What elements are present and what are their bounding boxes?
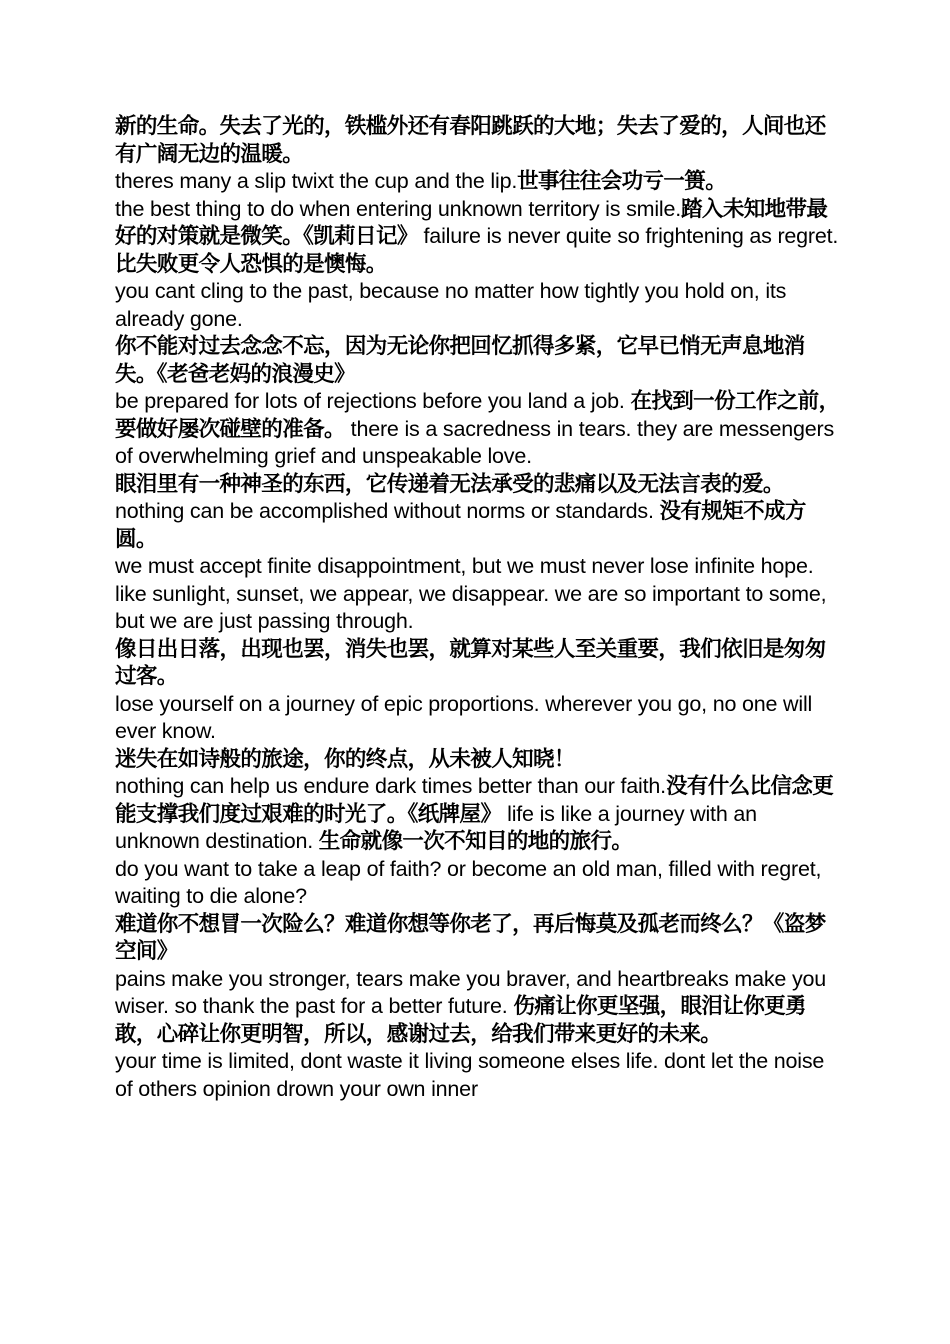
text-paragraph xyxy=(115,581,840,636)
text-paragraph xyxy=(115,388,840,471)
text-paragraph xyxy=(115,471,840,499)
english-text-segment: do you want to take a leap of faith? or become an old man, filled with regret, waiting to die alone? xyxy=(115,856,822,908)
text-paragraph xyxy=(115,856,840,911)
english-text-segment: nothing can be accomplished without norms or standards. xyxy=(115,499,660,523)
chinese-text-segment: 新的生命。失去了光的，铁槛外还有春阳跳跃的大地；失去了爱的，人间也还有广阔无边的温暖。 xyxy=(115,114,826,167)
chinese-text-segment: 在找到一份工作之前，要做好屡次碰壁的准备。 xyxy=(115,389,840,442)
chinese-text-segment: 伤痛让你更坚强，眼泪让你更勇敢，心碎让你更明智，所以，感谢过去，给我们带来更好的未来。 xyxy=(115,994,806,1047)
english-text-segment: you cant cling to the past, because no matter how tightly you hold on, its already gone. xyxy=(115,279,787,331)
text-paragraph xyxy=(115,966,840,1049)
text-paragraph xyxy=(115,773,840,856)
text-paragraph xyxy=(115,691,840,746)
text-paragraph xyxy=(115,1048,840,1103)
chinese-text-segment: 生命就像一次不知目的地的旅行。 xyxy=(318,829,633,854)
chinese-text-segment: 像日出日落，出现也罢，消失也罢，就算对某些人至关重要，我们依旧是匆匆过客。 xyxy=(115,636,826,689)
chinese-text-segment: 世事往往会功亏一篑。 xyxy=(517,169,727,194)
text-paragraph xyxy=(115,911,840,966)
chinese-text-segment: 眼泪里有一种神圣的东西，它传递着无法承受的悲痛以及无法言表的爱。 xyxy=(115,471,784,497)
text-paragraph xyxy=(115,746,840,774)
text-paragraph xyxy=(115,113,840,168)
chinese-text-segment: 比失败更令人恐惧的是懊悔。 xyxy=(115,251,387,277)
english-text-segment: theres many a slip twixt the cup and the lip. xyxy=(115,169,518,193)
text-paragraph xyxy=(115,498,840,553)
english-text-segment: we must accept finite disappointment, but we must never lose infinite hope. xyxy=(115,554,814,578)
english-text-segment: there is a sacredness in tears. they are messengers of overwhelming grief and unspeakable love. xyxy=(115,416,835,468)
english-text-segment: be prepared for lots of rejections before you land a job. xyxy=(115,389,631,413)
text-paragraph xyxy=(115,278,840,333)
text-paragraph xyxy=(115,636,840,691)
document-page xyxy=(115,113,840,1103)
english-text-segment: the best thing to do when entering unknown territory is smile. xyxy=(115,196,682,221)
chinese-text-segment: 难道你不想冒一次险么？难道你想等你老了，再后悔莫及孤老而终么？《盗梦空间》 xyxy=(115,911,826,964)
text-paragraph xyxy=(115,553,840,581)
text-paragraph xyxy=(115,333,840,388)
english-text-segment: life is like a journey with an unknown destination. xyxy=(115,801,757,853)
chinese-text-segment: 你不能对过去念念不忘，因为无论你把回忆抓得多紧，它早已悄无声息地消失。《老爸老妈的浪漫史》 xyxy=(115,334,805,387)
english-text-segment: pains make you stronger, tears make you braver, and heartbreaks make you wiser. so thank the past for a better future. xyxy=(115,966,827,1018)
chinese-text-segment: 踏入未知地带最好的对策就是微笑。《凯莉日记》 xyxy=(115,196,828,249)
english-text-segment: nothing can help us endure dark times better than our faith. xyxy=(115,774,666,798)
english-text-segment: lose yourself on a journey of epic proportions. wherever you go, no one will ever know. xyxy=(115,691,813,743)
text-paragraph xyxy=(115,168,840,196)
english-text-segment: your time is limited, dont waste it living someone elses life. dont let the noise of others opinion drown your own inner xyxy=(115,1049,825,1101)
chinese-text-segment: 迷失在如诗般的旅途，你的终点，从未被人知晓！ xyxy=(115,746,575,772)
english-text-segment: like sunlight, sunset, we appear, we disappear. we are so important to some, but we are just passing through. xyxy=(115,581,827,633)
english-text-segment: failure is never quite so frightening as regret. xyxy=(417,224,839,248)
chinese-text-segment: 没有规矩不成方圆。 xyxy=(115,499,806,552)
chinese-text-segment: 没有什么比信念更能支撑我们度过艰难的时光了。《纸牌屋》 xyxy=(115,774,834,827)
text-paragraph xyxy=(115,196,840,279)
